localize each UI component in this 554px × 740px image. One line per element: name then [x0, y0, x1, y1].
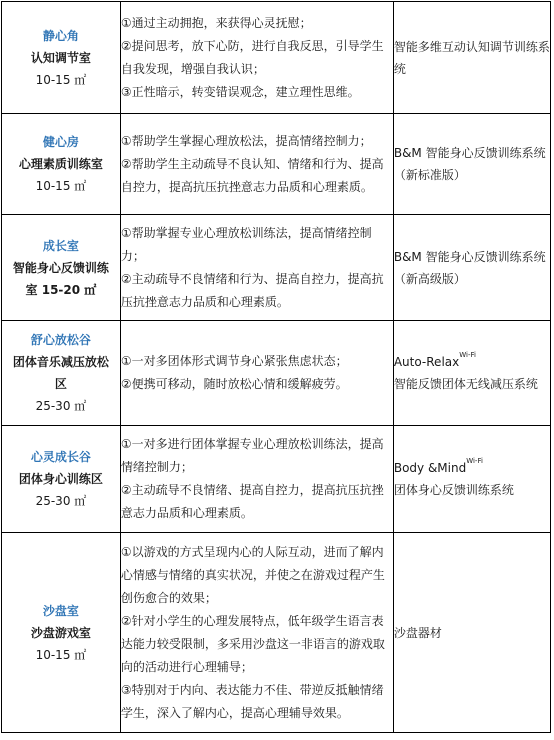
room-cell — [2, 426, 121, 533]
function-item: ②主动疏导不良情绪、提高自控力，提高抗压抗挫意志力品质和心理素质。 — [120, 483, 384, 520]
equipment-cell — [393, 426, 550, 533]
equipment-brand: Auto-Relax — [393, 355, 460, 369]
equipment-name: B&M 智能身心反馈训练系统（新高级版） — [393, 249, 546, 286]
equipment-title — [394, 457, 550, 479]
room-area: 25-30 ㎡ — [35, 494, 87, 508]
function-item: ①帮助学生掌握心理放松法，提高情绪控制力； — [120, 133, 372, 148]
table-row — [2, 321, 551, 426]
function-item: ③特别对于内向、表达能力不佳、带逆反抵触情绪学生，深入了解内心，提高心理辅导效果。 — [120, 682, 384, 720]
room-cell — [2, 533, 121, 733]
equipment-title — [394, 351, 550, 373]
equipment-name: 团体身心反馈训练系统 — [393, 483, 514, 497]
room-name: 健心房 — [42, 135, 79, 149]
table-row — [2, 2, 551, 114]
room-type: 团体音乐减压放松 — [12, 355, 109, 369]
table-row — [2, 533, 551, 733]
equipment-brand: Body &Mind — [393, 461, 467, 475]
function-item: ②便携可移动，随时放松心情和缓解疲劳。 — [120, 377, 348, 391]
wifi-superscript: Wi-Fi — [466, 457, 483, 465]
wifi-superscript: Wi-Fi — [459, 351, 476, 359]
function-item: ②针对小学生的心理发展特点，低年级学生语言表达能力较受限制，多采用沙盘这一非语言的游戏取向的活动进行心理辅导； — [120, 613, 385, 674]
room-cell — [2, 114, 121, 215]
room-type: 心理素质训练室 — [18, 157, 103, 171]
room-type: 智能身心反馈训练 — [12, 260, 109, 275]
function-cell — [120, 215, 393, 321]
function-item: ①以游戏的方式呈现内心的人际互动，进而了解内心情感与情绪的真实状况，并使之在游戏过程产生创伤愈合的效果； — [120, 544, 385, 605]
function-cell — [120, 114, 393, 215]
room-name: 静心角 — [42, 28, 79, 43]
function-cell — [120, 321, 393, 426]
room-type: 沙盘游戏室 — [30, 625, 91, 640]
room-type-cont: 区 — [54, 377, 67, 391]
table-row — [2, 114, 551, 215]
function-item: ②提问思考，放下心防，进行自我反思，引导学生自我发现，增强自我认识； — [120, 38, 384, 76]
room-name: 沙盘室 — [42, 603, 79, 618]
room-type-area: 室 15-20 ㎡ — [25, 282, 97, 297]
function-cell — [120, 533, 393, 733]
room-type: 团体身心训练区 — [18, 472, 103, 486]
function-item: ②主动疏导不良情绪和行为、提高自控力，提高抗压抗挫意志力品质和心理素质。 — [120, 271, 384, 309]
room-cell — [2, 321, 121, 426]
function-item: ③正性暗示，转变错误观念，建立理性思维。 — [120, 84, 360, 99]
room-name: 心灵成长谷 — [30, 450, 91, 464]
equipment-cell — [393, 114, 550, 215]
room-name: 舒心放松谷 — [30, 333, 91, 347]
room-area: 25-30 ㎡ — [35, 399, 87, 413]
room-area: 10-15 ㎡ — [35, 72, 87, 87]
table-row — [2, 426, 551, 533]
rooms-table — [1, 1, 551, 733]
equipment-cell — [393, 2, 550, 114]
function-cell — [120, 426, 393, 533]
equipment-cell — [393, 215, 550, 321]
equipment-cell — [393, 321, 550, 426]
room-type: 认知调节室 — [30, 50, 91, 65]
room-area: 10-15 ㎡ — [35, 179, 87, 193]
function-cell — [120, 2, 393, 114]
room-cell — [2, 215, 121, 321]
equipment-name: 沙盘器材 — [393, 625, 442, 640]
table-row — [2, 215, 551, 321]
room-area: 10-15 ㎡ — [35, 647, 87, 662]
function-item: ①通过主动拥抱，来获得心灵抚慰； — [120, 15, 312, 30]
equipment-name: 智能多维互动认知调节训练系统 — [393, 39, 550, 76]
room-cell — [2, 2, 121, 114]
function-item: ①一对多团体形式调节身心紧张焦虑状态； — [120, 354, 348, 368]
equipment-name: B&M 智能身心反馈训练系统（新标准版） — [393, 146, 546, 182]
function-item: ①一对多进行团体掌握专业心理放松训练法，提高情绪控制力； — [120, 437, 384, 474]
function-item: ①帮助掌握专业心理放松训练法，提高情绪控制力； — [120, 225, 372, 263]
room-name: 成长室 — [42, 238, 79, 253]
equipment-cell — [393, 533, 550, 733]
equipment-name: 智能反馈团体无线减压系统 — [393, 377, 538, 391]
function-item: ②帮助学生主动疏导不良认知、情绪和行为、提高自控力，提高抗压抗挫意志力品质和心理素质。 — [120, 156, 384, 194]
